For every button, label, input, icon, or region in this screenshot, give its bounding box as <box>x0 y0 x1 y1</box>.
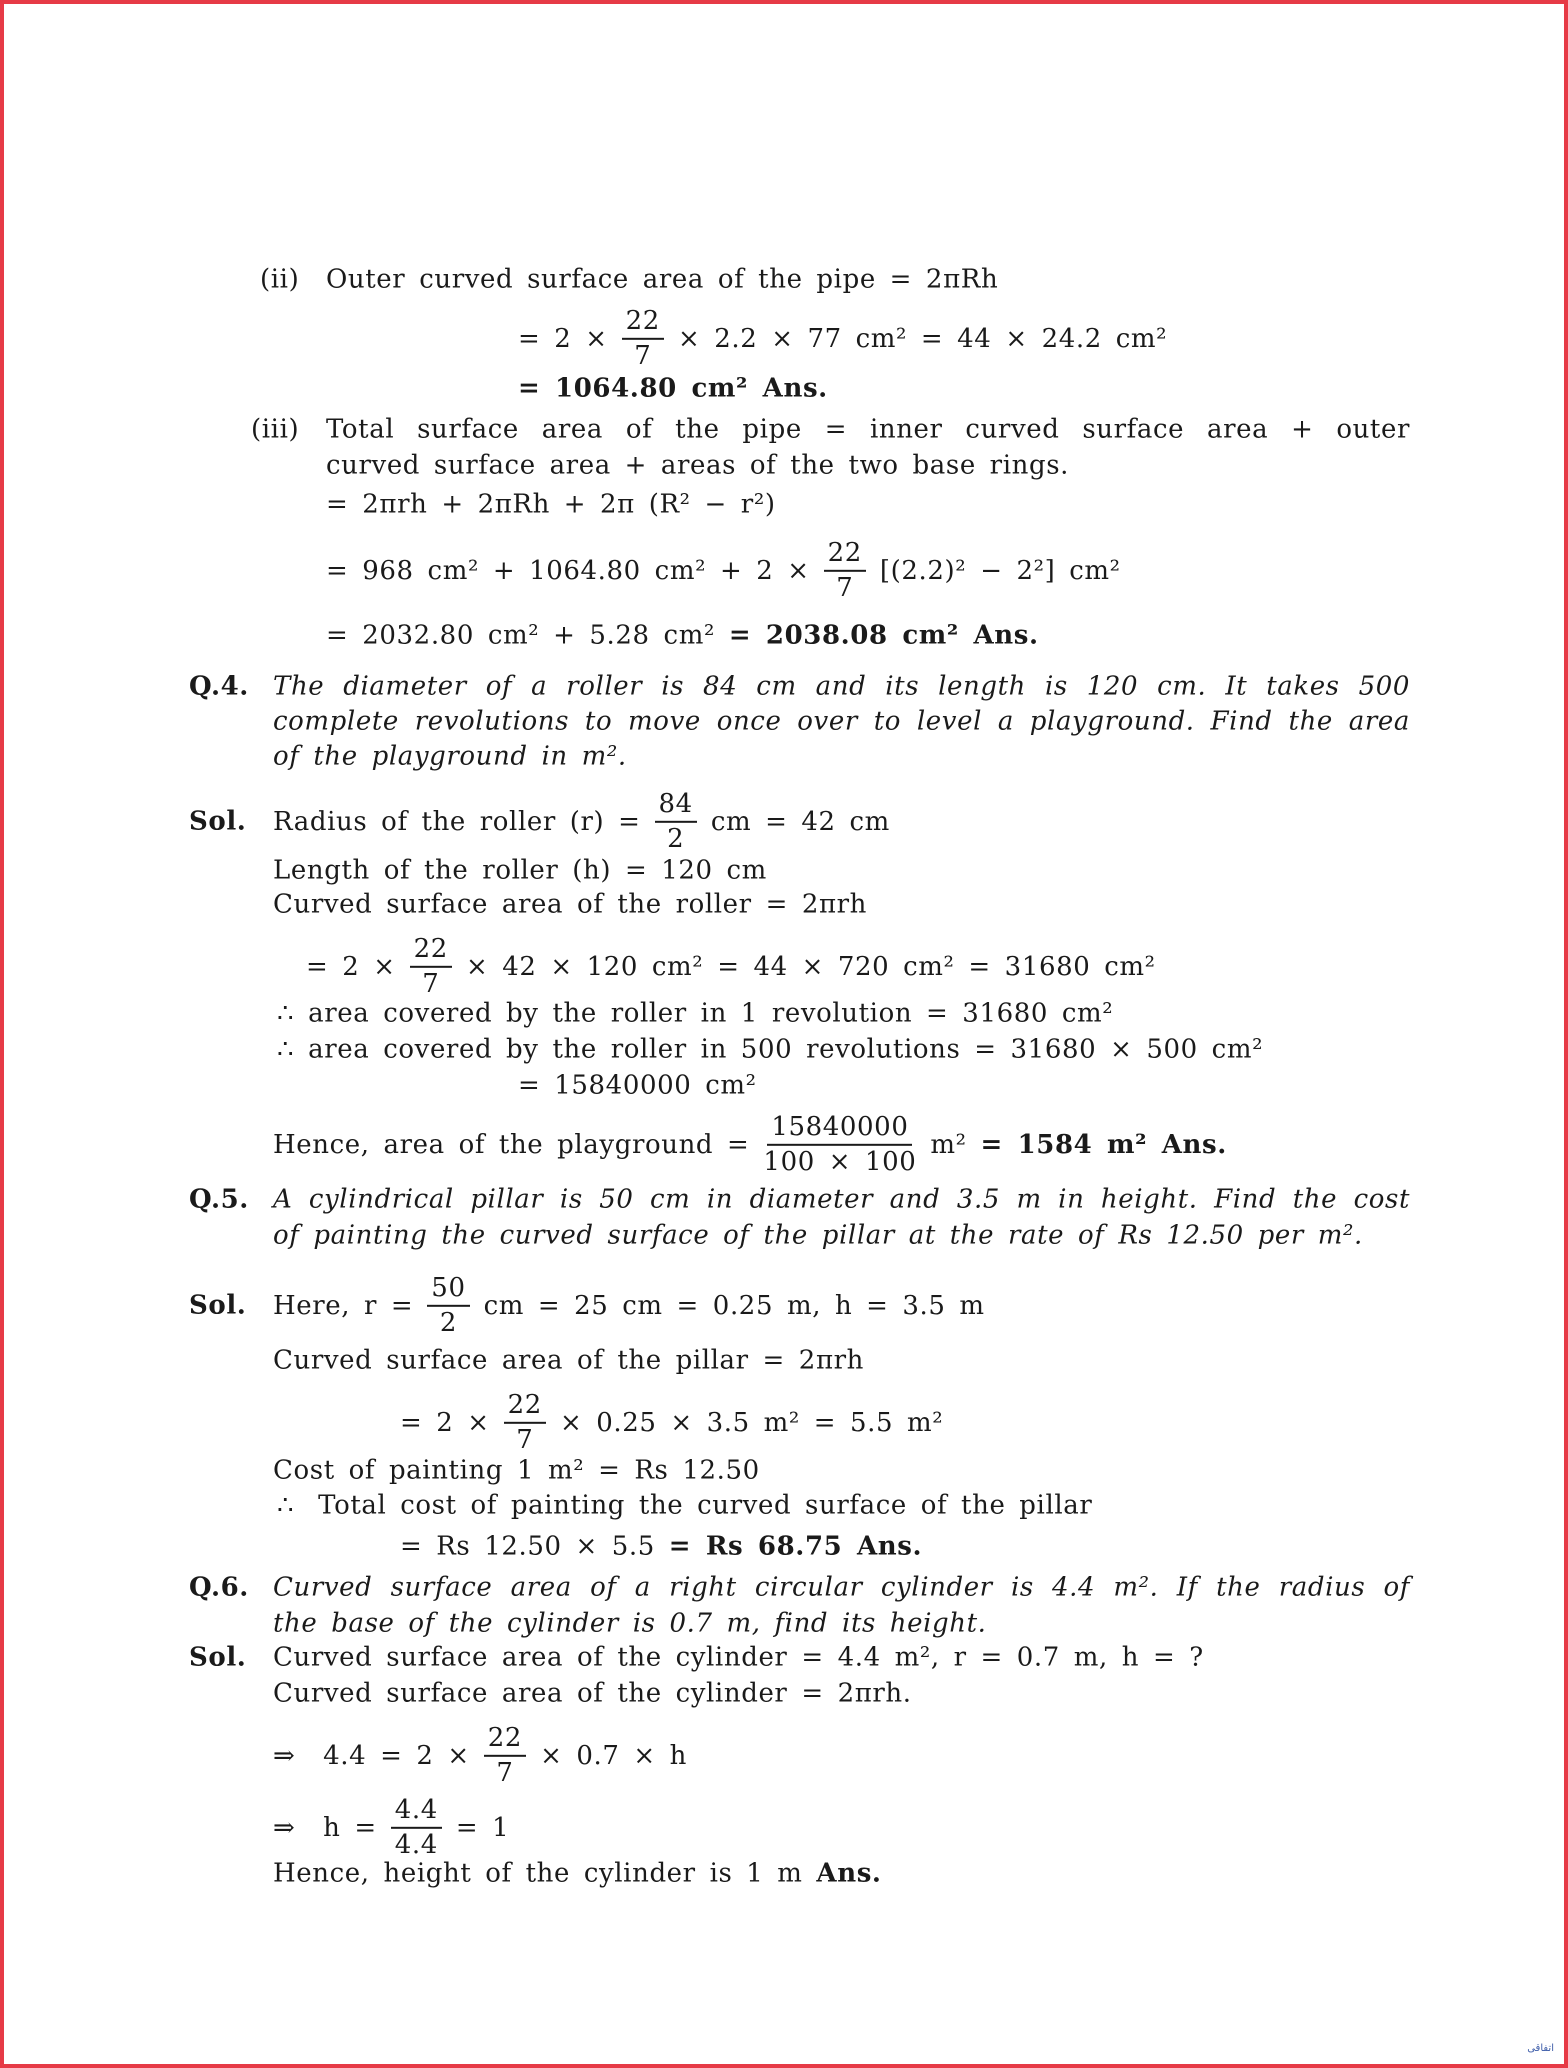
eq-pre: = 2 × <box>306 951 396 982</box>
q5-line: A cylindrical pillar is 50 cm in diameter and 3.5 m in height. Find the cost <box>273 1184 1410 1215</box>
numerator: 22 <box>622 306 664 340</box>
eq-post: × 0.7 × h <box>540 1740 687 1771</box>
total-pre: = Rs 12.50 × 5.5 <box>400 1531 669 1562</box>
q5-csa: Curved surface area of the pillar = 2πrh <box>273 1345 865 1376</box>
denominator: 7 <box>634 341 652 371</box>
fraction <box>391 1795 442 1861</box>
denominator: 100 × 100 <box>763 1147 917 1177</box>
therefore-symbol: ∴ <box>277 1034 295 1065</box>
q4-radius <box>273 789 890 855</box>
q5-total <box>277 1490 1092 1521</box>
numerator: 22 <box>410 934 452 968</box>
q4-label: Q.4. <box>189 671 249 702</box>
numerator: 22 <box>504 1390 546 1424</box>
fraction <box>655 789 697 855</box>
numerator: 84 <box>655 789 697 823</box>
final-pre: = 2032.80 cm² + 5.28 cm² <box>326 620 729 651</box>
denominator: 2 <box>439 1308 458 1338</box>
q6-line: the base of the cylinder is 0.7 m, find its height. <box>273 1608 987 1639</box>
q4-line: complete revolutions to move once over to level a playground. Find the area <box>273 706 1410 737</box>
q5-label: Q.5. <box>189 1184 249 1215</box>
part-ii-label: (ii) <box>260 264 300 295</box>
eq-post: = 1 <box>455 1812 510 1843</box>
numerator: 22 <box>824 538 866 572</box>
q5-line: of painting the curved surface of the pillar at the rate of Rs 12.50 per m². <box>273 1220 1363 1251</box>
q5-answer-line <box>400 1531 922 1562</box>
q5-here <box>273 1273 985 1339</box>
fraction <box>504 1390 546 1456</box>
part-iii-final <box>326 620 1039 651</box>
here-pre: Here, r = <box>273 1290 414 1321</box>
watermark: اتفاقی <box>1527 2043 1554 2054</box>
hence-post: m² <box>930 1129 981 1160</box>
part-ii-text: Outer curved surface area of the pipe = 2πRh <box>326 264 999 295</box>
fraction <box>427 1273 469 1339</box>
fraction <box>622 306 664 372</box>
q4-line: The diameter of a roller is 84 cm and its length is 120 cm. It takes 500 <box>273 671 1410 702</box>
q5-equation <box>400 1390 943 1456</box>
eq-pre: = 2 × <box>518 323 608 354</box>
numerator: 4.4 <box>391 1795 442 1829</box>
total-text: Total cost of painting the curved surface of the pillar <box>318 1490 1093 1521</box>
q6-equation-1 <box>273 1723 687 1789</box>
q6-sol-label: Sol. <box>189 1642 247 1673</box>
therefore-symbol: ∴ <box>277 998 295 1029</box>
eq-post: × 42 × 120 cm² = 44 × 720 cm² = 31680 cm² <box>465 951 1156 982</box>
radius-post: cm = 42 cm <box>710 806 890 837</box>
q4-sol-label: Sol. <box>189 806 247 837</box>
q6-csa: Curved surface area of the cylinder = 2πrh. <box>273 1678 912 1709</box>
q5-cost: Cost of painting 1 m² = Rs 12.50 <box>273 1455 760 1486</box>
denominator: 2 <box>667 824 685 854</box>
q4-equation <box>306 934 1156 1000</box>
fraction <box>763 1112 916 1178</box>
denominator: 7 <box>496 1758 514 1788</box>
eq-pre: = 968 cm² + 1064.80 cm² + 2 × <box>326 555 810 586</box>
here-post: cm = 25 cm = 0.25 m, h = 3.5 m <box>483 1290 985 1321</box>
eq-post: × 2.2 × 77 cm² = 44 × 24.2 cm² <box>677 323 1168 354</box>
radius-pre: Radius of the roller (r) = <box>273 806 641 837</box>
hence-text: Hence, height of the cylinder is 1 m <box>273 1858 817 1889</box>
eq-pre: ⇒ 4.4 = 2 × <box>273 1740 470 1771</box>
answer: Ans. <box>816 1858 882 1889</box>
denominator: 7 <box>422 969 440 999</box>
q4-length: Length of the roller (h) = 120 cm <box>273 855 767 886</box>
part-iii-line2: curved surface area + areas of the two base rings. <box>326 450 1070 481</box>
part-iii-line1: Total surface area of the pipe = inner curved surface area + outer <box>326 414 1410 445</box>
hence-pre: Hence, area of the playground = <box>273 1129 750 1160</box>
q6-line: Curved surface area of a right circular cylinder is 4.4 m². If the radius of <box>273 1572 1410 1603</box>
eq-post: [(2.2)² − 2²] cm² <box>879 555 1121 586</box>
q4-hence <box>273 1112 1227 1178</box>
eq-pre: ⇒ h = <box>273 1812 377 1843</box>
part-iii-label: (iii) <box>251 414 300 445</box>
answer: = Rs 68.75 Ans. <box>668 1531 923 1562</box>
part-ii-answer: = 1064.80 cm² Ans. <box>518 373 828 404</box>
q5-sol-label: Sol. <box>189 1290 247 1321</box>
t1: area covered by the roller in 1 revolution = 31680 cm² <box>308 998 1114 1029</box>
q4-t3: = 15840000 cm² <box>518 1070 757 1101</box>
q4-csa: Curved surface area of the roller = 2πrh <box>273 889 868 920</box>
q4-line: of the playground in m². <box>273 741 627 772</box>
q6-equation-2 <box>273 1795 509 1861</box>
numerator: 50 <box>427 1273 469 1307</box>
denominator: 4.4 <box>394 1830 438 1860</box>
therefore-symbol: ∴ <box>277 1490 295 1521</box>
numerator: 22 <box>484 1723 526 1757</box>
eq-post: × 0.25 × 3.5 m² = 5.5 m² <box>559 1407 944 1438</box>
q6-hence <box>273 1858 882 1889</box>
q6-label: Q.6. <box>189 1572 249 1603</box>
fraction <box>484 1723 526 1789</box>
denominator: 7 <box>516 1425 534 1455</box>
denominator: 7 <box>836 573 854 603</box>
q6-given: Curved surface area of the cylinder = 4.4 m², r = 0.7 m, h = ? <box>273 1642 1204 1673</box>
fraction <box>410 934 452 1000</box>
part-iii-equation <box>326 538 1121 604</box>
q4-therefore-2 <box>277 1034 1263 1065</box>
part-ii-equation <box>518 306 1167 372</box>
part-iii-formula: = 2πrh + 2πRh + 2π (R² − r²) <box>326 489 776 520</box>
answer: = 1584 m² Ans. <box>980 1129 1227 1160</box>
eq-pre: = 2 × <box>400 1407 490 1438</box>
t2: area covered by the roller in 500 revolutions = 31680 × 500 cm² <box>308 1034 1264 1065</box>
q4-therefore-1 <box>277 998 1113 1029</box>
final-answer: = 2038.08 cm² Ans. <box>728 620 1039 651</box>
fraction <box>824 538 866 604</box>
numerator: 15840000 <box>767 1112 912 1146</box>
